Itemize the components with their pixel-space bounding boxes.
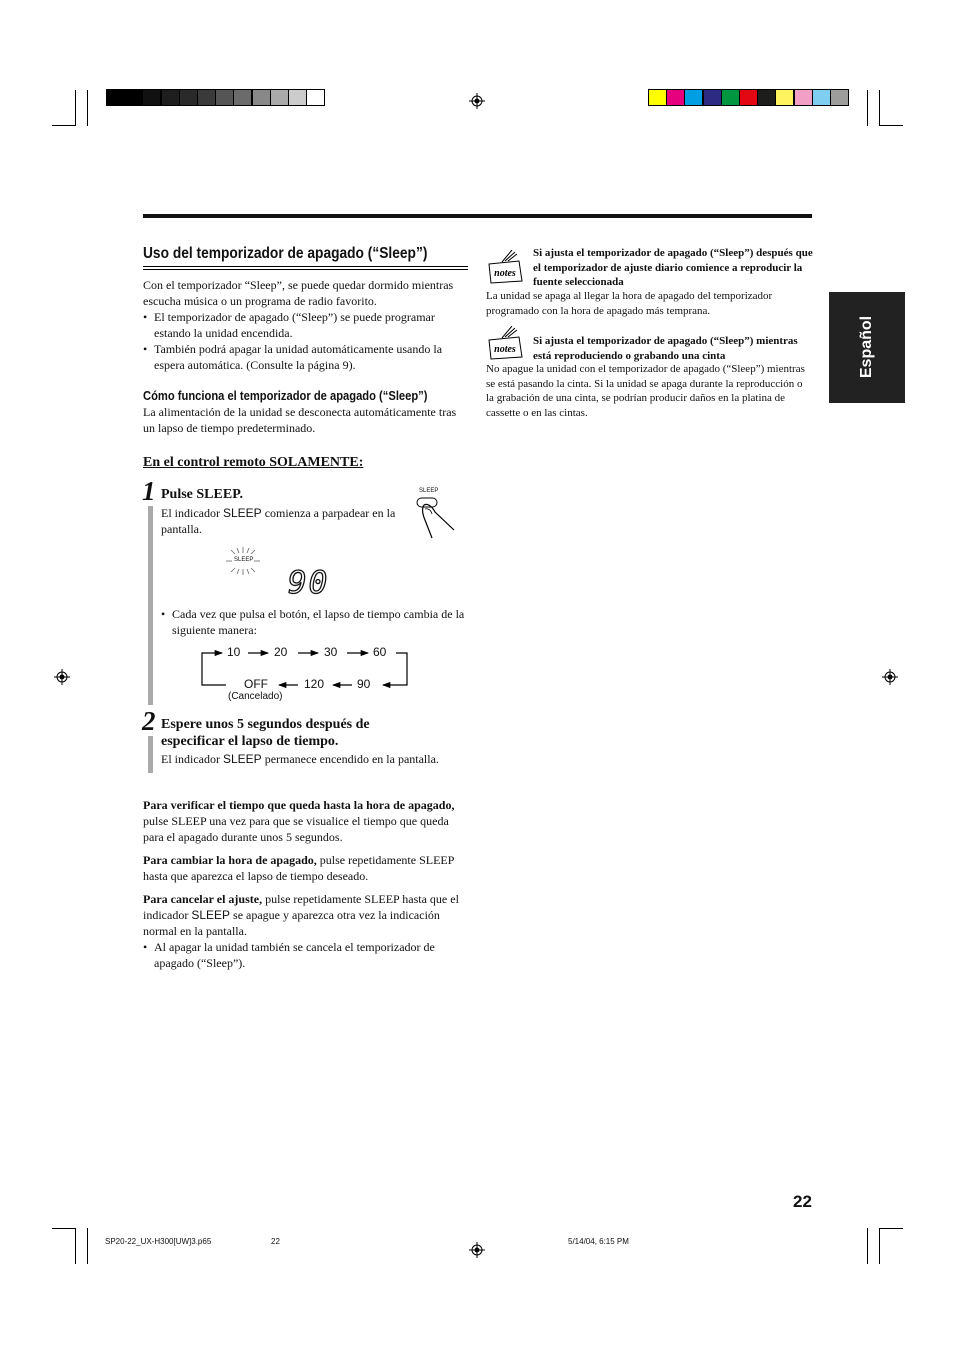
registration-target-icon bbox=[54, 669, 70, 685]
calibration-swatch bbox=[288, 89, 307, 106]
calibration-swatch bbox=[830, 89, 849, 106]
registration-target-icon bbox=[882, 669, 898, 685]
crop-mark bbox=[87, 1228, 88, 1264]
calibration-swatch bbox=[775, 89, 794, 106]
svg-text:notes: notes bbox=[494, 344, 516, 355]
subheading-text: La alimentación de la unidad se desconecta automáticamente tras un lapso de tiempo predeterminado. bbox=[143, 405, 457, 435]
sequence-caption: (Cancelado) bbox=[228, 691, 283, 702]
sequence-value: 30 bbox=[324, 645, 338, 659]
note-heading: Si ajusta el temporizador de apagado (“Sleep”) mientras está reproduciendo o grabando una cinta bbox=[533, 335, 798, 362]
calibration-swatch bbox=[106, 89, 125, 106]
calibration-swatch bbox=[215, 89, 234, 106]
notes-icon bbox=[486, 326, 526, 360]
calibration-swatch bbox=[252, 89, 271, 106]
instruction-bullet: • Al apagar la unidad también se cancela el temporizador de apagado (“Sleep”). bbox=[143, 939, 465, 971]
language-tab-label: Español bbox=[858, 315, 875, 379]
sleep-indicator-text: SLEEP bbox=[191, 908, 231, 922]
intro-text: Con el temporizador “Sleep”, se puede quedar dormido mientras escucha música o un programa de radio favorito. bbox=[143, 278, 454, 308]
crop-mark bbox=[867, 90, 868, 126]
note-text: La unidad se apaga al llegar la hora de apagado del temporizador programado con la hora de apagado más temprana. bbox=[486, 290, 773, 317]
footer-page: 22 bbox=[271, 1237, 280, 1246]
sequence-value: 90 bbox=[357, 677, 371, 691]
calibration-swatch bbox=[161, 89, 180, 106]
sleep-button-label: SLEEP bbox=[419, 488, 439, 494]
step-number: 1 bbox=[142, 476, 156, 506]
registration-target-icon bbox=[469, 1242, 485, 1258]
step-bar bbox=[148, 506, 153, 705]
calibration-swatch bbox=[721, 89, 740, 106]
instruction-paragraph: Para verificar el tiempo que queda hasta la hora de apagado, pulse SLEEP una vez para que se visualice el tiempo que queda para el apagado durante unos 5 segundos. bbox=[143, 798, 455, 844]
crop-mark bbox=[879, 1228, 880, 1264]
crop-mark bbox=[75, 1228, 76, 1264]
sequence-value: 10 bbox=[227, 645, 241, 659]
language-tab bbox=[829, 292, 905, 403]
top-rule bbox=[143, 214, 812, 218]
footer-file: SP20-22_UX-H300[UW]3.p65 bbox=[105, 1237, 212, 1246]
step-title: Pulse SLEEP. bbox=[161, 487, 243, 502]
notes-icon bbox=[486, 250, 526, 284]
calibration-swatch bbox=[739, 89, 758, 106]
crop-mark bbox=[75, 90, 76, 126]
sleep-indicator-text: SLEEP bbox=[222, 506, 262, 520]
calibration-swatch bbox=[124, 89, 143, 106]
sequence-value: 120 bbox=[304, 677, 325, 691]
title-underline bbox=[143, 266, 468, 267]
calibration-swatch bbox=[703, 89, 722, 106]
step-text: El indicador SLEEP permanece encendido en la pantalla. bbox=[161, 752, 439, 766]
calibration-swatch bbox=[757, 89, 776, 106]
instruction-paragraph: Para cancelar el ajuste, pulse repetidamente SLEEP hasta que el indicador SLEEP se apague y aparezca otra vez la indicación normal en la pantalla. bbox=[143, 892, 459, 938]
note-text: No apague la unidad con el temporizador de apagado (“Sleep”) mientras se está pasando la cinta. Si la unidad se apaga durante la reproducción o la grabación de una cinta, se podrían producir daños en la platina de cassette o en las cintas. bbox=[486, 363, 805, 419]
remote-only-heading: En el control remoto SOLAMENTE: bbox=[143, 455, 364, 470]
note-heading: Si ajusta el temporizador de apagado (“Sleep”) después que el temporizador de ajuste diario comience a reproducir la fuente seleccionada bbox=[533, 247, 813, 288]
calibration-swatch bbox=[306, 89, 325, 106]
instructions-block bbox=[143, 797, 465, 971]
crop-mark bbox=[867, 1228, 868, 1264]
page-number: 22 bbox=[793, 1192, 812, 1211]
intro-block bbox=[143, 277, 468, 373]
crop-mark bbox=[52, 1228, 76, 1229]
display-sleep-indicator: SLEEP bbox=[234, 557, 254, 563]
calibration-swatch bbox=[666, 89, 685, 106]
crop-mark bbox=[52, 125, 76, 126]
subheading: Cómo funciona el temporizador de apagado (“Sleep”) bbox=[143, 388, 428, 403]
calibration-swatch bbox=[197, 89, 216, 106]
step-bullet: • Cada vez que pulsa el botón, el lapso de tiempo cambia de la siguiente manera: bbox=[161, 606, 476, 638]
title-underline bbox=[143, 269, 468, 270]
intro-bullet: • El temporizador de apagado (“Sleep”) se puede programar estando la unidad encendida. bbox=[143, 309, 468, 341]
calibration-swatch bbox=[648, 89, 667, 106]
step-title: Espere unos 5 segundos después de especificar el lapso de tiempo. bbox=[161, 717, 370, 749]
svg-text:notes: notes bbox=[494, 268, 516, 279]
step-bar bbox=[148, 736, 153, 773]
crop-mark bbox=[87, 90, 88, 126]
crop-mark bbox=[879, 90, 880, 126]
step-number: 2 bbox=[142, 706, 156, 736]
calibration-swatch bbox=[179, 89, 198, 106]
sequence-value: OFF bbox=[244, 677, 268, 691]
sequence-value: 20 bbox=[274, 645, 288, 659]
calibration-swatch bbox=[794, 89, 813, 106]
calibration-swatch bbox=[142, 89, 161, 106]
crop-mark bbox=[879, 1228, 903, 1229]
sleep-indicator-text: SLEEP bbox=[222, 752, 262, 766]
sequence-value: 60 bbox=[373, 645, 387, 659]
calibration-swatch bbox=[812, 89, 831, 106]
section-title: Uso del temporizador de apagado (“Sleep”) bbox=[143, 245, 428, 262]
calibration-swatch bbox=[270, 89, 289, 106]
sleep-button-press-icon bbox=[410, 496, 460, 542]
instruction-paragraph: Para cambiar la hora de apagado, pulse repetidamente SLEEP hasta que aparezca el lapso de tiempo deseado. bbox=[143, 853, 454, 883]
registration-target-icon bbox=[469, 93, 485, 109]
calibration-swatch bbox=[233, 89, 252, 106]
calibration-swatch bbox=[684, 89, 703, 106]
intro-bullet: • También podrá apagar la unidad automáticamente usando la espera automática. (Consulte la página 9). bbox=[143, 341, 468, 373]
crop-mark bbox=[879, 125, 903, 126]
footer-date: 5/14/04, 6:15 PM bbox=[568, 1237, 629, 1246]
display-value: 90 bbox=[288, 565, 330, 601]
step-text: El indicador SLEEP comienza a parpadear en la pantalla. bbox=[161, 506, 396, 536]
